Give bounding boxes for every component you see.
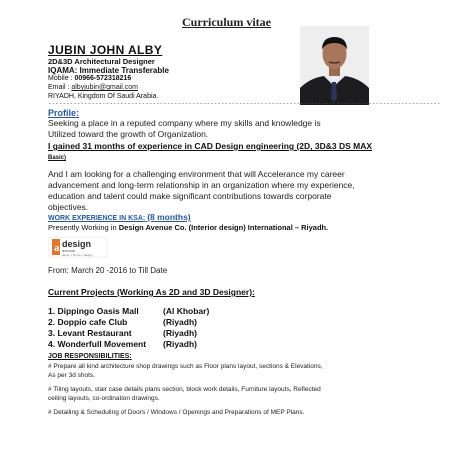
responsibility-3: # Detailing & Scheduling of Doors / Windows / Openings and Preparations of MEP Plans.	[48, 409, 305, 416]
logo-brand: design	[62, 239, 92, 249]
project-location: (Riyadh)	[163, 339, 197, 349]
experience-summary-text: I gained 31 months of experience in CAD Design engineering (2D, 3D&3 DS MAX	[48, 141, 373, 151]
project-item	[48, 317, 197, 327]
objective-line-3: education and talent could make significant contributions towards corporate	[48, 191, 332, 201]
logo-tagline: decor + fit-out + design	[62, 253, 93, 257]
project-name: 3. Levant Restaurant	[48, 328, 132, 338]
email-line	[48, 84, 138, 91]
address-line: RIYADH, Kingdom Of Saudi Arabia.	[48, 93, 159, 100]
mobile-number: 00966-572318216	[74, 75, 132, 82]
project-item	[48, 339, 197, 349]
project-item	[48, 328, 197, 338]
project-location: (Al Khobar)	[163, 306, 210, 316]
svg-text:a: a	[54, 242, 60, 254]
present-prefix: Presently Working in	[48, 223, 119, 232]
person-name: JUBIN JOHN ALBY	[48, 43, 163, 57]
objective-line-4: objectives.	[48, 202, 89, 212]
project-location: (Riyadh)	[163, 328, 197, 338]
company-logo	[48, 235, 110, 259]
objective-line-1: And I am looking for a challenging environment that will Accelerance my career	[48, 169, 345, 179]
iqama-status: IQAMA: Immediate Transferable	[48, 66, 169, 75]
email-link[interactable]: albyjubin@gmail.com	[71, 84, 138, 91]
responsibility-1-line-1: # Prepare all kind architecture shop drawings such as Floor plans layout, sections & Elevations,	[48, 363, 323, 370]
section-divider: -------------------------------------------------------------------------------------------------------------	[48, 100, 441, 107]
logo-sub: avenue	[62, 248, 76, 253]
current-employment	[48, 223, 328, 232]
responsibility-1-line-2: As per 3d shots.	[48, 372, 95, 379]
mobile-label: Mobile :	[48, 75, 73, 82]
profile-heading: Profile:	[48, 108, 80, 118]
objective-line-2: advancement and long-term relationship in an organization where my experience,	[48, 180, 355, 190]
mobile-line	[48, 75, 131, 82]
project-name: 2. Doppio cafe Club	[48, 317, 128, 327]
person-designation: 2D&3D Architectural Designer	[48, 57, 155, 66]
document-title: Curriculum vitae	[182, 15, 271, 29]
company-name: Design Avenue Co. (Interior design) International – Riyadh.	[118, 223, 329, 232]
responsibilities-heading-colon: :	[129, 353, 132, 360]
work-experience-heading	[48, 212, 191, 222]
employment-dates: From: March 20 -2016 to Till Date	[48, 266, 168, 275]
responsibility-2-line-2: ceiling layouts, co-ordination drawings.	[48, 395, 160, 402]
work-heading-text: WORK EXPERIENCE IN KSA:	[48, 215, 146, 222]
experience-close: )	[64, 155, 67, 161]
responsibilities-heading	[48, 353, 132, 360]
project-item	[48, 306, 210, 316]
profile-photo	[300, 26, 369, 105]
experience-summary	[48, 141, 372, 161]
experience-basic: Basic	[48, 155, 65, 161]
project-name: 4. Wonderfull Movement	[48, 339, 147, 349]
responsibilities-heading-text: JOB RESPONSIBILITIES	[48, 353, 130, 360]
responsibility-2-line-1: # Tiling layouts, stair case details plans section, block work details, Furniture layouts, Reflected	[48, 386, 321, 393]
work-duration: (8 months)	[147, 212, 191, 222]
email-label: Email :	[48, 84, 70, 91]
project-location: (Riyadh)	[163, 317, 197, 327]
profile-line-2: Utilized toward the growth of Organization.	[48, 129, 209, 139]
projects-heading: Current Projects (Working As 2D and 3D Designer):	[48, 287, 255, 297]
profile-line-1: Seeking a place in a reputed company where my skills and knowledge is	[48, 118, 321, 128]
project-name: 1. Dippingo Oasis Mall	[48, 306, 139, 316]
